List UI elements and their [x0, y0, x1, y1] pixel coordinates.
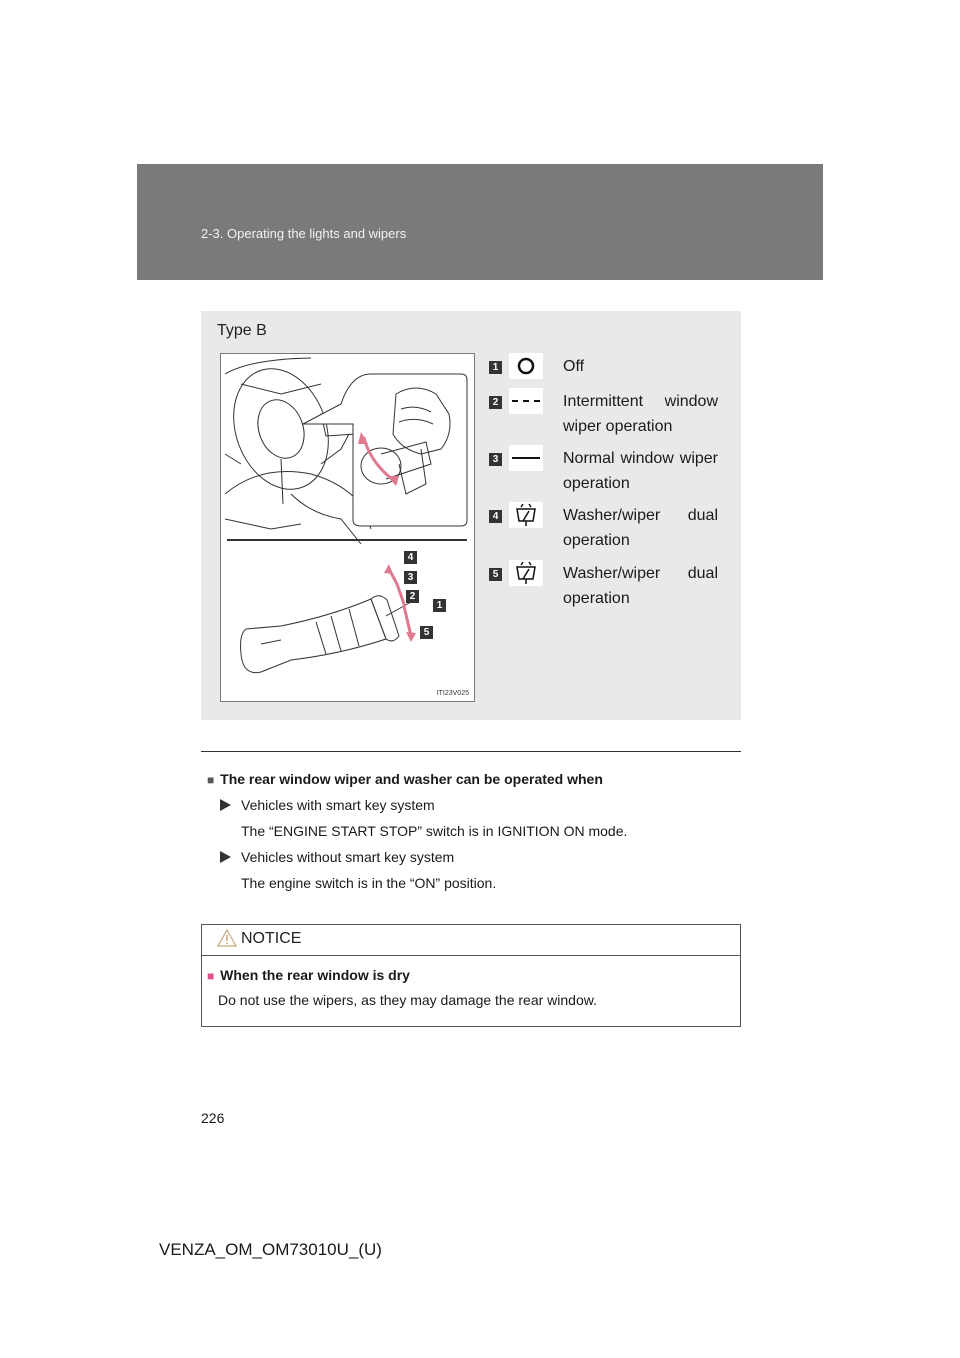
- wiper-switch-drawing: [221, 354, 474, 701]
- triangle-bullet-icon: [220, 799, 231, 811]
- warning-triangle-icon: [217, 928, 237, 948]
- wiper-switch-illustration: [220, 353, 475, 702]
- callout-marker-5: 5: [420, 626, 433, 639]
- intermittent-dashes-icon: [509, 388, 543, 414]
- note-heading-text: The rear window wiper and washer can be operated when: [220, 771, 603, 787]
- legend-text: Washer/wiper dual operation: [563, 507, 718, 549]
- callout-marker-1: 1: [433, 599, 446, 612]
- section-title: 2-3. Operating the lights and wipers: [201, 226, 407, 241]
- legend-number: 3: [489, 453, 502, 466]
- legend-number: 2: [489, 396, 502, 409]
- callout-marker-4: 4: [404, 551, 417, 564]
- square-bullet-icon: ■: [207, 969, 215, 983]
- document-code: VENZA_OM_OM73010U_(U): [159, 1240, 382, 1259]
- notice-subheading-text: When the rear window is dry: [220, 967, 410, 983]
- note-item-title: Vehicles with smart key system: [241, 797, 435, 813]
- square-bullet-icon: ■: [207, 773, 215, 787]
- type-label: Type B: [217, 322, 267, 339]
- notice-body: Do not use the wipers, as they may damage the rear window.: [218, 992, 597, 1008]
- washer-wiper-icon: [509, 560, 543, 586]
- legend-text: Washer/wiper dual operation: [563, 565, 718, 607]
- legend-text: Intermittent window wiper operation: [563, 393, 718, 435]
- page-number: 226: [201, 1110, 225, 1126]
- notice-title: NOTICE: [241, 930, 302, 947]
- legend-number: 5: [489, 568, 502, 581]
- note-item-title: Vehicles without smart key system: [241, 849, 455, 865]
- off-circle-icon: [509, 353, 543, 379]
- legend-text: Off: [563, 358, 585, 375]
- callout-marker-2: 2: [406, 590, 419, 603]
- note-item-detail: The “ENGINE START STOP” switch is in IGNITION ON mode.: [241, 823, 628, 839]
- header-band: [137, 164, 823, 280]
- legend-number: 1: [489, 361, 502, 374]
- note-item-detail: The engine switch is in the “ON” position.: [241, 875, 497, 891]
- legend-number: 4: [489, 510, 502, 523]
- note-heading: [207, 771, 603, 787]
- washer-wiper-icon: [509, 502, 543, 528]
- legend-text: Normal window wiper operation: [563, 450, 718, 492]
- callout-marker-3: 3: [404, 571, 417, 584]
- figure-code: ITI23V025: [436, 690, 469, 697]
- notice-subheading: [207, 967, 410, 983]
- section-divider: [201, 751, 741, 752]
- normal-line-icon: [509, 445, 543, 471]
- triangle-bullet-icon: [220, 851, 231, 863]
